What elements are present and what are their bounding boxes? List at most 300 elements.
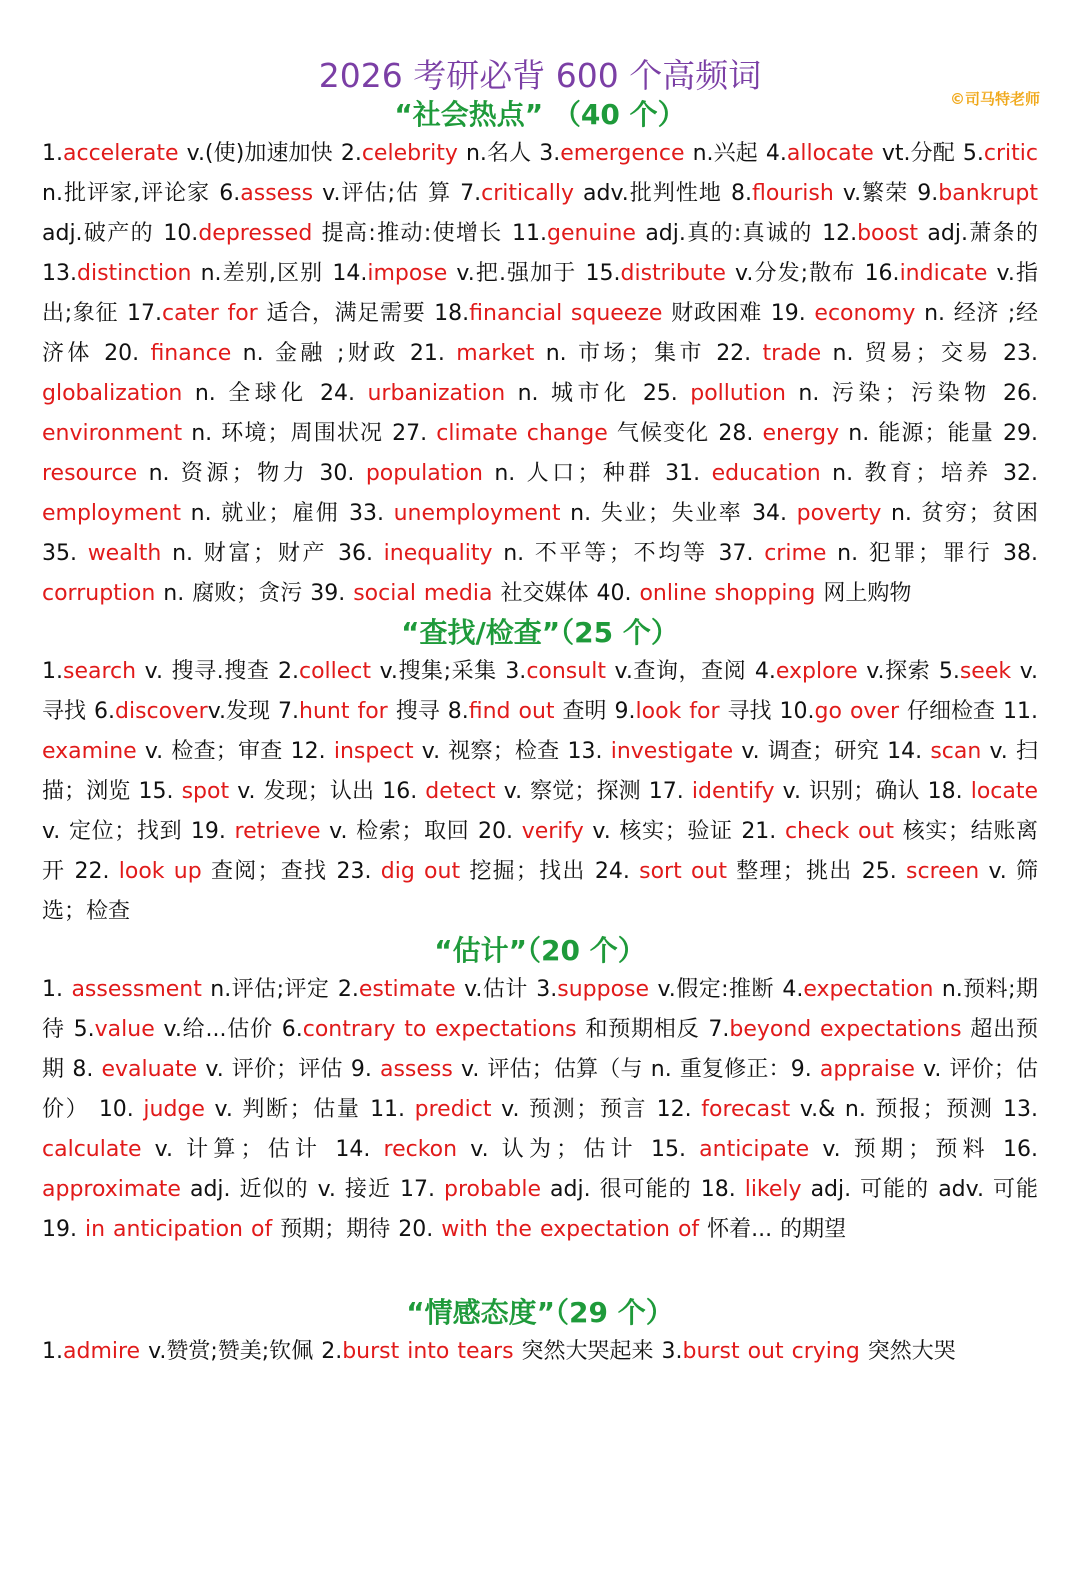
entry-number: 29. [1002,421,1038,446]
entry-number: 17. [648,779,692,804]
entry-number: 1. [42,977,72,1002]
entry-word: boost [857,221,919,246]
entry-definition: v. 判断；估量 [204,1097,371,1122]
entry-definition: vt.分配 [873,141,963,166]
entry-word: admire [63,1339,141,1364]
entry-definition: v. 扫描；浏览 [42,739,1039,804]
entry-word: forecast [701,1097,791,1122]
entry-definition: v.分发;散布 [725,261,865,286]
entry-definition: v.寻找 [42,659,1038,724]
entry-word: reckon [383,1137,458,1162]
entry-word: suppose [557,977,650,1002]
entry-number: 8. [72,1057,102,1082]
section-title-search: “查找/检查”（25 个） [401,616,679,649]
vocab-entry [338,977,536,1002]
entry-word: discover [115,699,208,724]
entry-word: probable [443,1177,542,1202]
vocab-entry [662,1339,956,1364]
entry-definition: 预期；期待 [272,1217,399,1242]
entry-word: financial squeeze [469,301,663,326]
entry-number: 21. [741,819,785,844]
entry-definition: 查阅；查找 [201,859,337,884]
entry-word: globalization [42,381,183,406]
entry-number: 17. [399,1177,444,1202]
entry-word: dig out [380,859,461,884]
entry-number: 4. [765,141,787,166]
entry-number: 34. [752,501,797,526]
vocab-entry [282,1017,709,1042]
entry-word: assessment [71,977,202,1002]
vocab-entry [643,381,1003,406]
entry-definition: v.探索 [857,659,939,684]
entry-number: 6. [94,699,115,724]
vocab-entry [448,699,615,724]
entry-definition: n. 教育；培养 [820,461,1004,486]
vocab-entry [191,819,478,844]
entry-number: 14. [887,739,931,764]
vocab-entry [163,221,512,246]
vocab-entry [568,739,888,764]
entry-number: 11. [370,1097,415,1122]
entry-definition: n. 不平等；不均等 [492,541,719,566]
entry-definition: n.名人 [457,141,540,166]
entry-definition: 财政困难 [662,301,771,326]
entry-number: 8. [447,699,469,724]
entry-word: burst into tears [342,1339,514,1364]
entry-number: 7. [460,181,482,206]
entry-number: 20. [104,341,151,366]
watermark: ©司马特老师 [949,90,1040,108]
entry-word: trade [762,341,822,366]
vocab-entry [651,1137,1003,1162]
entry-definition: n. 经济 ;经济体 [42,301,1038,366]
vocab-entry [337,859,595,884]
entry-word: market [456,341,535,366]
entry-word: expectation [803,977,934,1002]
vocab-entry [42,541,338,566]
entry-definition: v. 评价；估价） [42,1057,1039,1122]
entry-definition: n. 贸易；交易 [821,341,1004,366]
entry-word: burst out crying [682,1339,860,1364]
entry-number: 12. [290,739,334,764]
vocab-entry [75,859,337,884]
entry-number: 30. [319,461,366,486]
entry-definition: n. 资源；物力 [137,461,320,486]
entry-number: 15. [138,779,182,804]
entry-number: 15. [585,261,621,286]
entry-definition: n. 市场；集市 [534,341,717,366]
entry-word: calculate [42,1137,142,1162]
entry-definition: v.估计 [455,977,537,1002]
entry-word: inequality [383,541,493,566]
entry-definition: v. 察觉；探测 [495,779,649,804]
vocab-entry [595,859,862,884]
entry-word: finance [150,341,232,366]
entry-word: economy [814,301,916,326]
vocab-entry [74,1017,282,1042]
entry-definition: v. 调查；研究 [733,739,888,764]
vocab-entry [536,977,782,1002]
entry-definition: v.赞赏;赞美;钦佩 [140,1339,322,1364]
entry-word: assess [240,181,314,206]
entry-definition: n. 人口；种群 [482,461,666,486]
vocab-entry [731,181,917,206]
vocab-entry [539,141,766,166]
vocab-entry [42,659,278,684]
vocab-entry [335,1137,651,1162]
entry-number: 18. [927,779,971,804]
entry-word: critically [481,181,574,206]
entry-word: sort out [639,859,727,884]
entry-number: 7. [278,699,300,724]
vocab-entry [42,141,341,166]
entry-definition: v.假定:推断 [649,977,783,1002]
entry-definition: v.指出;象征 [42,261,1038,326]
entry-word: distribute [620,261,726,286]
entry-definition: v. 评估；估算（与 n. 重复修正：9. [452,1057,820,1082]
entry-word: collect [298,659,372,684]
entry-word: judge [143,1097,205,1122]
vocab-entry [382,779,649,804]
entry-word: consult [526,659,606,684]
vocab-entry [460,181,731,206]
entry-word: in anticipation of [84,1217,273,1242]
entry-number: 2. [337,977,359,1002]
entry-number: 2. [340,141,362,166]
vocab-entry [341,141,539,166]
entry-number: 3. [661,1339,683,1364]
entry-number: 19. [190,819,235,844]
entry-definition: adj.真的:真诚的 [635,221,823,246]
entry-number: 25. [861,859,907,884]
entry-number: 28. [718,421,763,446]
section-body-social [42,134,1038,614]
entry-definition: 挖掘；找出 [460,859,595,884]
entry-word: environment [42,421,183,446]
entry-word: predict [414,1097,492,1122]
entry-definition: n.预料;期待 [42,977,1039,1042]
entry-number: 4. [782,977,804,1002]
entry-number: 31. [665,461,712,486]
entry-definition: v.把.强加于 [447,261,586,286]
entry-number: 16. [382,779,426,804]
entry-definition: v.(使)加速加快 [178,141,341,166]
entry-word: social media [353,581,493,606]
vocab-entry [398,1217,846,1242]
vocab-entry [349,501,752,526]
entry-word: poverty [796,501,882,526]
vocab-entry [701,1177,1038,1202]
entry-number: 5. [938,659,960,684]
entry-word: appraise [819,1057,915,1082]
entry-word: education [711,461,821,486]
entry-word: look for [635,699,720,724]
entry-definition: v.繁荣 [833,181,918,206]
entry-word: scan [930,739,982,764]
entry-definition: n.评估;评定 [201,977,338,1002]
entry-definition: n. 犯罪；罪行 [826,541,1003,566]
entry-definition: 突然大哭起来 [513,1339,662,1364]
entry-word: unemployment [393,501,561,526]
entry-number: 27. [392,421,437,446]
entry-word: find out [468,699,555,724]
entry-number: 20. [398,1217,442,1242]
entry-number: 6. [281,1017,303,1042]
entry-word: assess [379,1057,453,1082]
entry-word: likely [744,1177,802,1202]
entry-word: approximate [42,1177,181,1202]
entry-definition: n. 城市化 [505,381,643,406]
vocab-entry [291,739,568,764]
entry-definition: n. 就业；雇佣 [181,501,349,526]
vocab-entry [94,699,278,724]
entry-word: wealth [87,541,162,566]
entry-definition: v. 筛选；检查 [42,859,1038,924]
entry-number: 33. [348,501,394,526]
vocab-entry [72,1057,351,1082]
section-title-emotion: “情感态度”（29 个） [406,1296,674,1329]
entry-definition: v. 检查；审查 [136,739,291,764]
entry-number: 40. [596,581,640,606]
entry-number: 17. [126,301,162,326]
entry-word: check out [784,819,895,844]
entry-definition: v.评估;估 算 [313,181,461,206]
entry-word: accelerate [63,141,179,166]
vocab-entry [370,1097,657,1122]
vocab-entry [716,341,1003,366]
entry-word: celebrity [361,141,458,166]
entry-word: corruption [42,581,156,606]
entry-word: identify [691,779,775,804]
vocab-entry [104,341,410,366]
entry-number: 3. [536,977,558,1002]
entry-definition: n. 失业；失业率 [560,501,753,526]
entry-word: search [63,659,137,684]
entry-definition: 搜寻 [387,699,448,724]
entry-number: 3. [505,659,527,684]
vocab-entry [512,221,822,246]
entry-number: 3. [539,141,561,166]
section-body-emotion [42,1332,1038,1372]
entry-definition: adj.萧条的 [918,221,1039,246]
vocab-entry [320,381,643,406]
entry-word: population [365,461,483,486]
entry-definition: 查明 [554,699,615,724]
entry-definition: adv.批判性地 [573,181,731,206]
vocab-entry [400,1177,701,1202]
entry-word: locate [970,779,1039,804]
entry-number: 10. [779,699,815,724]
vocab-entry [338,541,719,566]
entry-number: 10. [163,221,199,246]
entry-word: examine [42,739,137,764]
entry-definition: v.给...估价 [154,1017,282,1042]
entry-definition: n. 金融 ;财政 [231,341,410,366]
entry-word: pollution [690,381,786,406]
entry-number: 20. [478,819,522,844]
entry-number: 13. [1003,1097,1039,1122]
entry-number: 18. [434,301,470,326]
entry-word: anticipate [699,1137,810,1162]
entry-number: 1. [42,659,63,684]
entry-definition: v. 认为；估计 [457,1137,651,1162]
entry-number: 25. [642,381,691,406]
entry-word: look up [118,859,202,884]
vocab-entry [505,659,755,684]
entry-number: 11. [1003,699,1039,724]
entry-word: genuine [546,221,636,246]
entry-definition: 仔细检查 [899,699,1004,724]
section-body-search [42,652,1038,932]
entry-number: 22. [716,341,763,366]
entry-definition: n.批评家,评论家 [42,181,220,206]
vocab-entry [596,581,911,606]
entry-definition: v. 发现；认出 [229,779,383,804]
entry-word: urbanization [367,381,506,406]
entry-definition: 怀着... 的期望 [699,1217,847,1242]
vocab-entry [755,659,939,684]
entry-definition: 和预期相反 [576,1017,709,1042]
vocab-entry [752,501,1038,526]
entry-definition: n. 财富；财产 [161,541,338,566]
entry-definition: adj.破产的 [42,221,164,246]
entry-definition: 提高:推动:使增长 [312,221,512,246]
entry-word: resource [42,461,138,486]
entry-number: 13. [42,261,77,286]
vocab-entry [351,1057,820,1082]
vocab-entry [410,341,716,366]
entry-definition: v.搜集;采集 [371,659,506,684]
entry-definition: n. 污染；污染物 [785,381,1003,406]
entry-number: 13. [567,739,611,764]
entry-definition: 适合，满足需要 [257,301,435,326]
entry-number: 21. [409,341,457,366]
section-body-estimate [42,970,1038,1250]
entry-number: 23. [1003,341,1039,366]
entry-definition: n.兴起 [684,141,766,166]
entry-word: flourish [751,181,834,206]
entry-word: retrieve [234,819,321,844]
entry-definition: 网上购物 [815,581,912,606]
entry-number: 35. [42,541,88,566]
entry-word: cater for [161,301,258,326]
entry-number: 2. [321,1339,343,1364]
entry-definition: v. 评价；评估 [197,1057,351,1082]
entry-number: 2. [277,659,299,684]
entry-number: 7. [708,1017,730,1042]
vocab-entry [332,261,585,286]
entry-number: 19. [42,1217,85,1242]
entry-word: employment [42,501,182,526]
page-title: 2026 考研必背 600 个高频词 [318,56,762,95]
section-title-social: “社会热点” （40 个） [394,98,686,131]
entry-word: beyond expectations [729,1017,962,1042]
entry-definition: v. 定位；找到 [42,819,191,844]
vocab-entry [665,461,1003,486]
entry-number: 23. [336,859,381,884]
entry-definition: n. 贫穷；贫困 [881,501,1039,526]
entry-definition: v. 视察；检查 [413,739,568,764]
vocab-entry [392,421,718,446]
entry-number: 19. [770,301,815,326]
entry-definition: 整理；挑出 [727,859,862,884]
entry-number: 26. [1003,381,1038,406]
entry-word: estimate [358,977,456,1002]
vocab-entry [42,1217,398,1242]
vocab-entry [319,461,665,486]
entry-word: crime [764,541,827,566]
entry-definition: n. 能源；能量 [839,421,1003,446]
entry-word: with the expectation of [441,1217,700,1242]
vocab-entry [310,581,596,606]
vocab-entry [278,659,505,684]
entry-number: 5. [962,141,984,166]
vocab-entry [657,1097,1003,1122]
entry-word: investigate [610,739,734,764]
entry-number: 9. [350,1057,380,1082]
entry-word: verify [521,819,584,844]
vocab-entry [278,699,448,724]
entry-word: screen [906,859,980,884]
entry-word: depressed [198,221,313,246]
vocab-entry [42,1339,321,1364]
entry-number: 22. [74,859,119,884]
vocab-entry [42,977,338,1002]
entry-word: value [94,1017,155,1042]
vocab-entry [219,181,460,206]
entry-number: 11. [511,221,547,246]
entry-number: 9. [614,699,636,724]
entry-word: go over [814,699,900,724]
entry-definition: v.查询，查阅 [605,659,755,684]
entry-number: 8. [730,181,752,206]
entry-number: 1. [42,141,63,166]
entry-definition: n. 环境；周围状况 [182,421,393,446]
entry-definition: 气候变化 [607,421,719,446]
vocab-entry [615,699,780,724]
entry-definition: 社交媒体 [492,581,597,606]
entry-definition: 突然大哭 [859,1339,956,1364]
entry-definition: v. 识别；确认 [774,779,928,804]
vocab-entry [127,301,434,326]
entry-definition: v. 核实；验证 [583,819,742,844]
entry-number: 16. [1002,1137,1038,1162]
entry-word: contrary to expectations [302,1017,577,1042]
entry-definition: adj. 很可能的 [541,1177,701,1202]
entry-definition: adj. 近似的 v. 接近 [180,1177,400,1202]
entry-definition: v. 计算；估计 [141,1137,336,1162]
entry-word: inspect [333,739,414,764]
entry-word: energy [762,421,840,446]
section-title-estimate: “估计”（20 个） [434,934,646,967]
entry-number: 18. [700,1177,745,1202]
vocab-entry [822,221,1038,246]
entry-word: distinction [77,261,192,286]
vocab-entry [99,1097,370,1122]
entry-definition: v.& n. 预报；预测 [790,1097,1004,1122]
entry-word: online shopping [639,581,816,606]
entry-number: 12. [656,1097,702,1122]
entry-number: 12. [822,221,858,246]
entry-number: 6. [219,181,241,206]
entry-definition: v. 搜寻.搜查 [136,659,278,684]
vocab-entry [719,541,1003,566]
entry-number: 10. [98,1097,144,1122]
entry-word: seek [959,659,1012,684]
entry-word: emergence [560,141,685,166]
vocab-entry [766,141,963,166]
vocab-entry [718,421,1003,446]
